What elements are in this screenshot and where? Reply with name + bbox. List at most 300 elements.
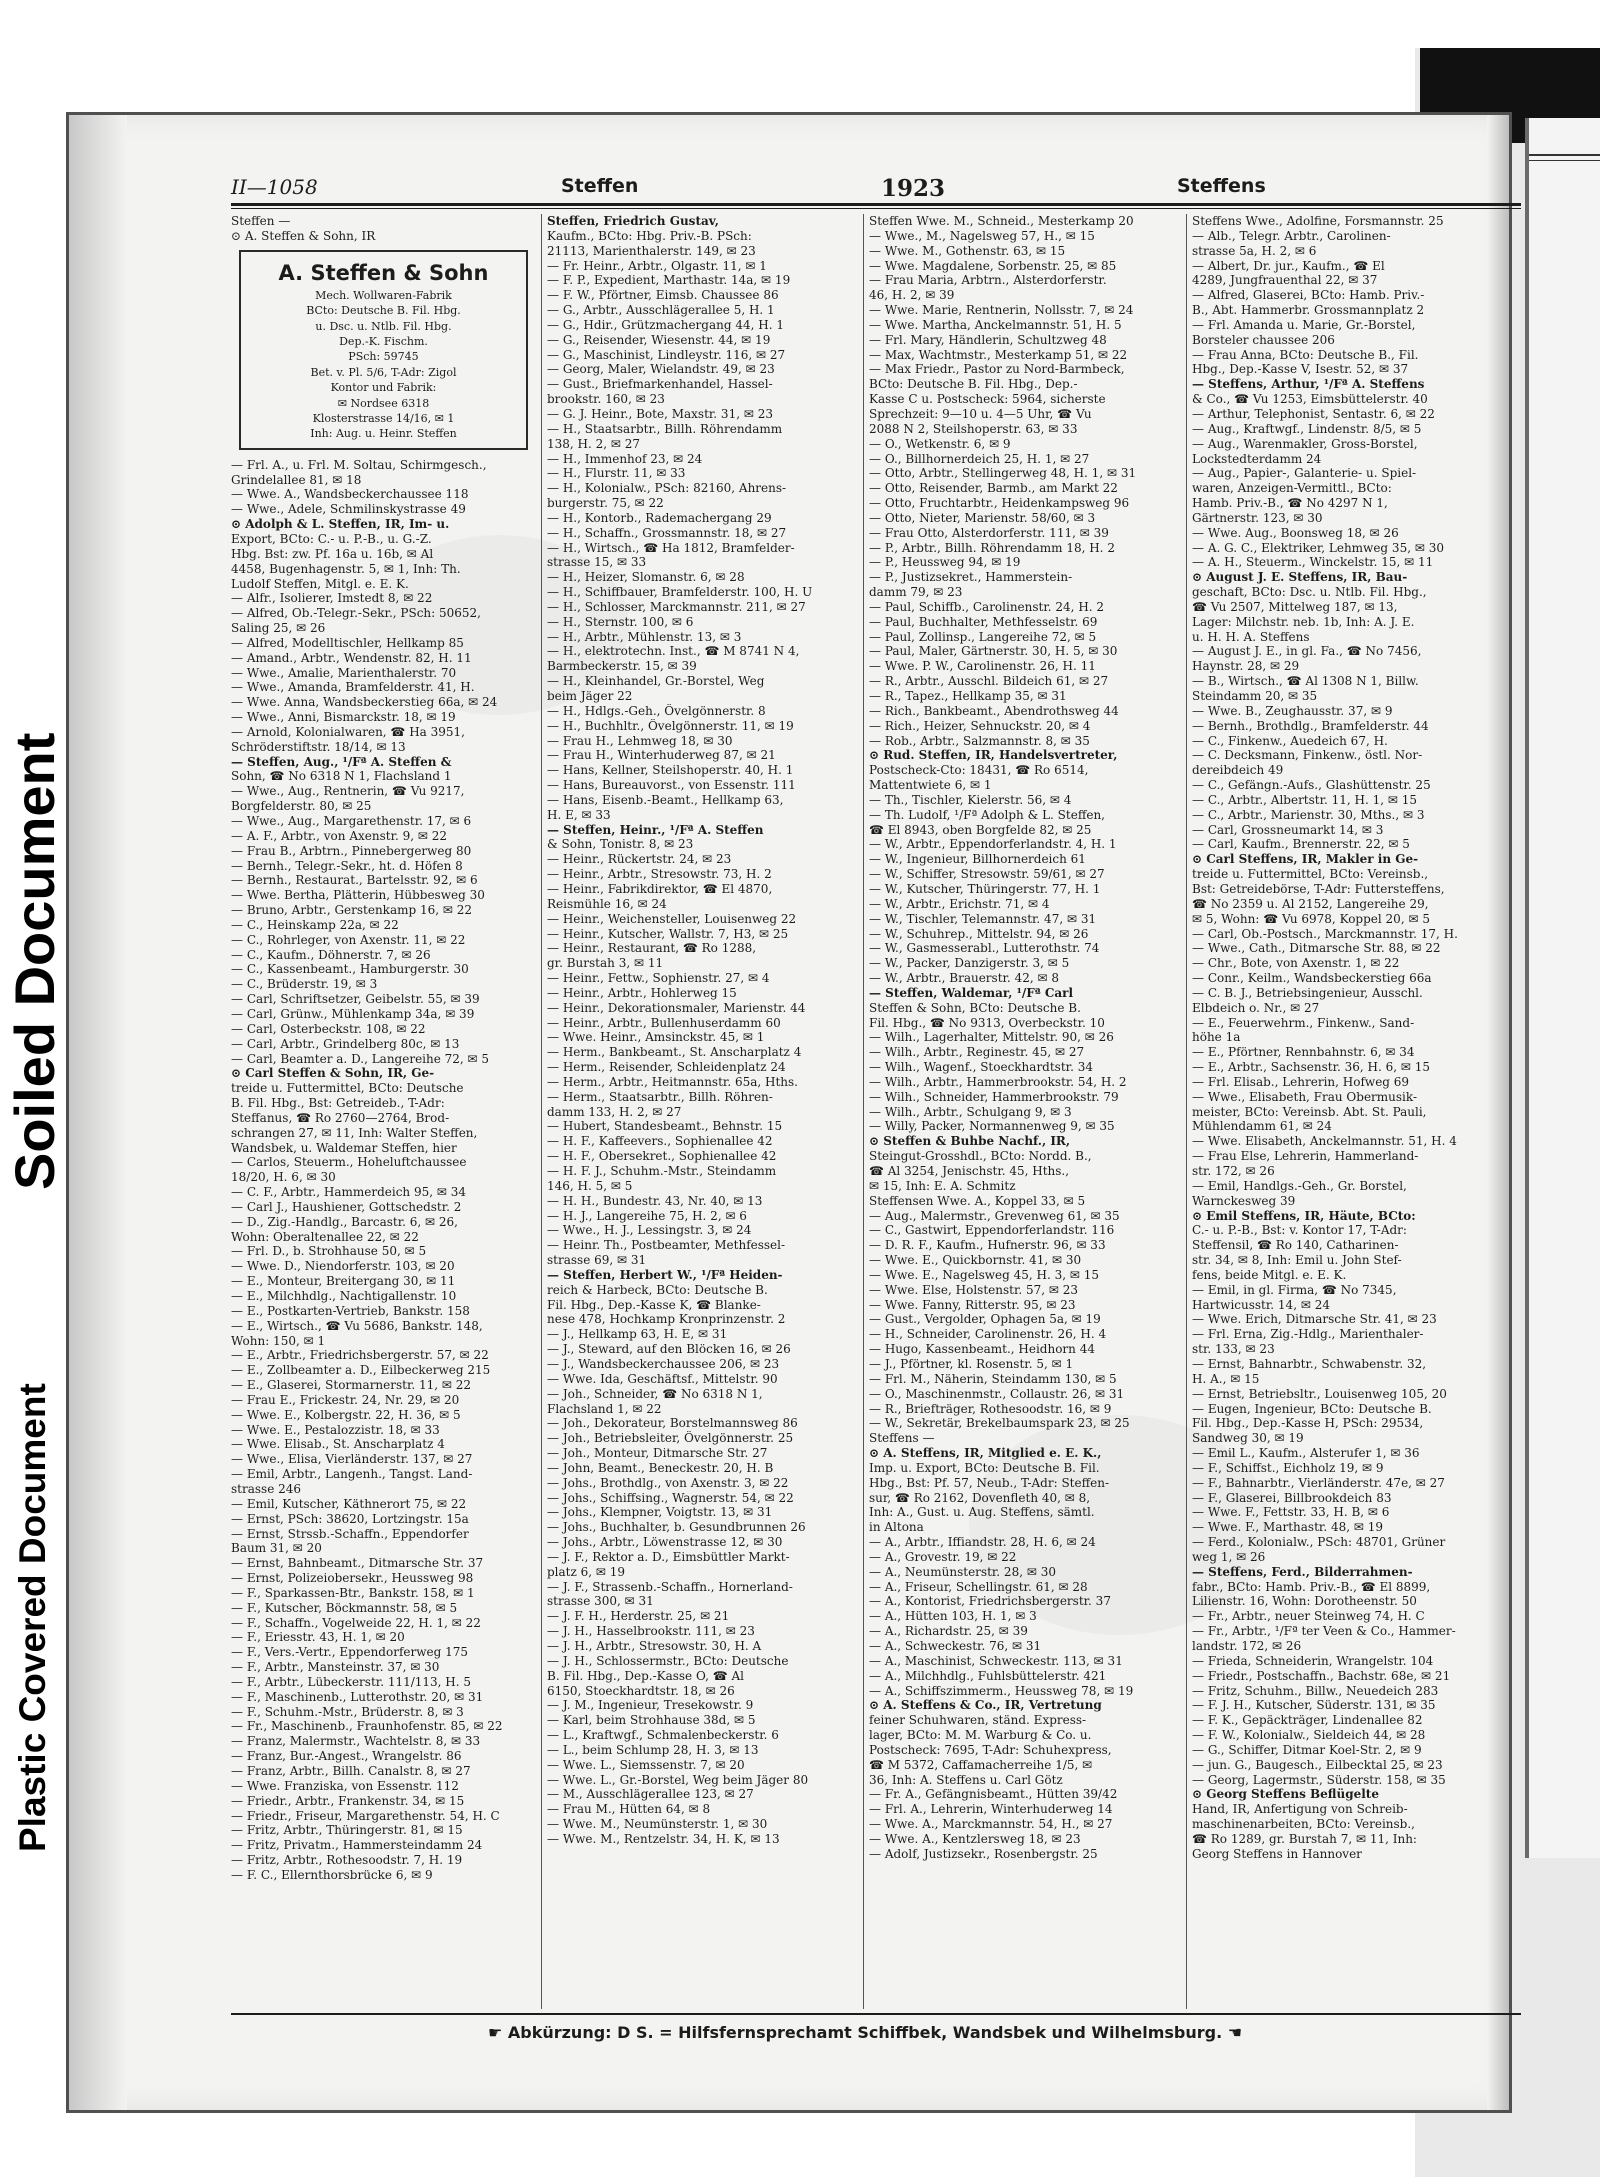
directory-entry: — Wwe. M., Rentzelstr. 34, H. K, ✉ 13 (547, 1831, 780, 1846)
directory-entry: — L., beim Schlump 28, H. 3, ✉ 13 (547, 1742, 759, 1757)
directory-entry: — Aug., Warenmakler, Gross-Borstel, (1192, 436, 1418, 451)
directory-entry: — Ferd., Kolonialw., PSch: 48701, Grüner (1192, 1535, 1446, 1550)
directory-entry: reich & Harbeck, BCto: Deutsche B. (547, 1282, 768, 1297)
directory-entry: — Wwe., Adele, Schmilinskystrasse 49 (231, 502, 466, 517)
directory-entry: — Frl. Elisab., Lehrerin, Hofweg 69 (1192, 1074, 1410, 1089)
directory-entry: ☎ Vu 2507, Mittelweg 187, ✉ 13, (1192, 599, 1398, 614)
advertisement-line: Dep.-K. Fischm. (339, 334, 428, 348)
directory-entry: — Steffens, Arthur, ¹/Fª A. Steffens (1192, 377, 1425, 392)
directory-entry: — Friedr., Arbtr., Frankenstr. 34, ✉ 15 (231, 1793, 465, 1808)
directory-entry: Wandsbek, u. Waldemar Steffen, hier (231, 1140, 457, 1155)
advertisement-line: ✉ Nordsee 6318 (337, 396, 430, 410)
directory-entry: — Johs., Buchhalter, b. Gesundbrunnen 26 (547, 1520, 806, 1535)
directory-entry: Sohn, ☎ No 6318 N 1, Flachsland 1 (231, 769, 452, 784)
directory-entry: — R., Arbtr., Ausschl. Bildeich 61, ✉ 27 (869, 674, 1109, 689)
directory-entry: 146, H. 5, ✉ 5 (547, 1178, 633, 1193)
directory-entry: — Wwe. Elisabeth, Anckelmannstr. 51, H. 4 (1192, 1134, 1457, 1149)
directory-entry: — F., Sparkassen-Btr., Bankstr. 158, ✉ 1 (231, 1585, 475, 1600)
directory-entry: — H., Sternstr. 100, ✉ 6 (547, 614, 694, 629)
directory-entry: — W., Arbtr., Brauerstr. 42, ✉ 8 (869, 971, 1059, 986)
directory-entry: — W., Schuhrep., Mittelstr. 94, ✉ 26 (869, 926, 1089, 941)
directory-entry: Hbg., Dep.-Kasse V, Isestr. 52, ✉ 37 (1192, 362, 1409, 377)
directory-entry: 36, Inh: A. Steffens u. Carl Götz (869, 1772, 1063, 1787)
directory-entry: — A., Hütten 103, H. 1, ✉ 3 (869, 1609, 1037, 1624)
directory-entry: — Frl. Mary, Händlerin, Schultzweg 48 (869, 332, 1107, 347)
directory-entry: ⊙ Rud. Steffen, IR, Handelsvertreter, (869, 748, 1118, 763)
directory-entry: — F., Arbtr., Mansteinstr. 37, ✉ 30 (231, 1660, 440, 1675)
directory-entry: — Ernst, Bahnarbtr., Schwabenstr. 32, (1192, 1356, 1427, 1371)
directory-entry: Wohn: Oberaltenallee 22, ✉ 22 (231, 1229, 419, 1244)
directory-entry: — jun. G., Baugesch., Eilbecktal 25, ✉ 23 (1192, 1757, 1443, 1772)
directory-entry: — Franz, Malermstr., Wachtelstr. 8, ✉ 33 (231, 1734, 481, 1749)
directory-entry: — Max, Wachtmstr., Mesterkamp 51, ✉ 22 (869, 347, 1128, 362)
directory-entry: — H. H., Bundestr. 43, Nr. 40, ✉ 13 (547, 1193, 763, 1208)
directory-entry: Warnckesweg 39 (1192, 1193, 1296, 1208)
directory-entry: — F. J. H., Kutscher, Süderstr. 131, ✉ 35 (1192, 1698, 1436, 1713)
directory-page (66, 112, 1512, 2113)
directory-entry: — Otto, Nieter, Marienstr. 58/60, ✉ 3 (869, 510, 1096, 525)
directory-entry: ✉ 15, Inh: E. A. Schmitz (869, 1178, 1016, 1193)
directory-entry: — Frl. Amanda u. Marie, Gr.-Borstel, (1192, 317, 1416, 332)
page-header (231, 175, 1521, 217)
directory-entry: — J. H., Schlossermstr., BCto: Deutsche (547, 1653, 789, 1668)
directory-entry: 138, H. 2, ✉ 27 (547, 436, 641, 451)
binding-shadow (69, 115, 127, 2110)
directory-entry: — F. P., Expedient, Marthastr. 14a, ✉ 19 (547, 273, 791, 288)
directory-entry: — Wwe. Magdalene, Sorbenstr. 25, ✉ 85 (869, 258, 1117, 273)
directory-entry: — F., Bahnarbtr., Vierländerstr. 47e, ✉ 27 (1192, 1475, 1445, 1490)
directory-entry: — C. Decksmann, Finkenw., östl. Nor- (1192, 748, 1423, 763)
column-entries (231, 458, 536, 1883)
directory-entry: — Hugo, Kassenbeamt., Heidhorn 44 (869, 1342, 1095, 1357)
directory-entry: Schröderstiftstr. 18/14, ✉ 13 (231, 739, 406, 754)
directory-entry: fabr., BCto: Hamb. Priv.-B., ☎ El 8899, (1192, 1579, 1431, 1594)
directory-entry: — G., Arbtr., Ausschlägerallee 5, H. 1 (547, 303, 775, 318)
directory-entry: — Bruno, Arbtr., Gerstenkamp 16, ✉ 22 (231, 903, 473, 918)
directory-entry: B. Fil. Hbg., Dep.-Kasse O, ☎ Al (547, 1668, 745, 1683)
directory-entry: Sprechzeit: 9—10 u. 4—5 Uhr, ☎ Vu (869, 406, 1092, 421)
directory-entry: — J., Hellkamp 63, H. E, ✉ 31 (547, 1327, 728, 1342)
directory-entry: — Wwe. L., Gr.-Borstel, Weg beim Jäger 80 (547, 1772, 809, 1787)
directory-entry: — H. F., Obersekret., Sophienallee 42 (547, 1149, 777, 1164)
directory-entry: — Alfr., Isolierer, Imstedt 8, ✉ 22 (231, 591, 433, 606)
directory-entry: — Wwe. Anna, Wandsbeckerstieg 66a, ✉ 24 (231, 695, 498, 710)
directory-entry: — Johs., Brothdlg., von Axenstr. 3, ✉ 22 (547, 1475, 789, 1490)
directory-entry: — Frl. D., b. Strohhause 50, ✉ 5 (231, 1244, 427, 1259)
directory-entry: — Hubert, Standesbeamt., Behnstr. 15 (547, 1119, 783, 1134)
directory-entry: — Wwe., Elisa, Vierländerstr. 137, ✉ 27 (231, 1452, 473, 1467)
directory-entry: — Wwe., Aug., Rentnerin, ☎ Vu 9217, (231, 784, 465, 799)
directory-entry: Haynstr. 28, ✉ 29 (1192, 659, 1300, 674)
directory-entry: Bst: Getreidebörse, T-Adr: Futtersteffens, (1192, 881, 1445, 896)
directory-entry: — E., Zollbeamter a. D., Eilbeckerweg 215 (231, 1363, 491, 1378)
directory-entry: — Frl. A., Lehrerin, Winterhuderweg 14 (869, 1802, 1113, 1817)
directory-entry: — Herm., Reisender, Schleidenplatz 24 (547, 1060, 786, 1075)
directory-entry: — Aug., Kraftwgf., Lindenstr. 8/5, ✉ 5 (1192, 421, 1422, 436)
directory-entry: damm 79, ✉ 23 (869, 585, 963, 600)
directory-entry: — Fritz, Privatm., Hammersteindamm 24 (231, 1838, 483, 1853)
directory-entry: — Wwe. Aug., Boonsweg 18, ✉ 26 (1192, 525, 1399, 540)
directory-entry: — Albert, Dr. jur., Kaufm., ☎ El (1192, 258, 1385, 273)
directory-entry: — A., Grovestr. 19, ✉ 22 (869, 1549, 1017, 1564)
advertisement-box (239, 250, 528, 450)
directory-entry: Mattentwiete 6, ✉ 1 (869, 778, 992, 793)
directory-entry: — A., Schiffszimmerm., Heussweg 78, ✉ 19 (869, 1683, 1134, 1698)
plastic-covered-label: Plastic Covered Document (12, 1383, 53, 1852)
directory-entry: nese 478, Hochkamp Kronprinzenstr. 2 (547, 1312, 786, 1327)
directory-entry: — Steffen, Heinr., ¹/Fª A. Steffen (547, 822, 764, 837)
directory-entry: 21113, Marienthalerstr. 149, ✉ 23 (547, 243, 756, 258)
directory-entry: ☎ No 2359 u. Al 2152, Langereihe 29, (1192, 896, 1429, 911)
directory-entry: — H., Schlosser, Marckmannstr. 211, ✉ 27 (547, 599, 806, 614)
directory-entry: — Hans, Kellner, Steilshoperstr. 40, H. 1 (547, 763, 794, 778)
directory-entry: — Frl. Erna, Zig.-Hdlg., Marienthaler- (1192, 1327, 1424, 1342)
directory-entry: — Otto, Fruchtarbtr., Heidenkampsweg 96 (869, 496, 1130, 511)
directory-entry: strasse 246 (231, 1481, 302, 1496)
directory-entry: — Wilh., Arbtr., Hammerbrookstr. 54, H. 2 (869, 1074, 1127, 1089)
soiled-document-label: Soiled Document (3, 732, 66, 1190)
directory-entry: — Emil, Kutscher, Käthnerort 75, ✉ 22 (231, 1496, 467, 1511)
directory-entry: Inh: A., Gust. u. Aug. Steffens, sämtl. (869, 1505, 1095, 1520)
directory-entry: — A., Kontorist, Friedrichsbergerstr. 37 (869, 1594, 1111, 1609)
directory-entry: — A., Richardstr. 25, ✉ 39 (869, 1624, 1028, 1639)
directory-entry: — Friedr., Friseur, Margarethenstr. 54, H. C (231, 1808, 500, 1823)
directory-entry: fens, beide Mitgl. e. E. K. (1192, 1267, 1347, 1282)
directory-entry: 4458, Bugenhagenstr. 5, ✉ 1, Inh: Th. (231, 561, 461, 576)
directory-entry: — Ernst, Polizeiobersekr., Heussweg 98 (231, 1571, 474, 1586)
directory-entry: strasse 5a, H. 2, ✉ 6 (1192, 243, 1317, 258)
directory-entry: — Wwe., Cath., Ditmarsche Str. 88, ✉ 22 (1192, 941, 1441, 956)
header-rule (231, 203, 1521, 206)
directory-entry: — Wwe. Erich, Ditmarsche Str. 41, ✉ 23 (1192, 1312, 1437, 1327)
directory-entry: — Hans, Eisenb.-Beamt., Hellkamp 63, (547, 792, 784, 807)
directory-entry: — Fr., Arbtr., neuer Steinweg 74, H. C (1192, 1609, 1425, 1624)
directory-entry: Hand, IR, Anfertigung von Schreib- (1192, 1802, 1408, 1817)
directory-entry: — J. F., Strassenb.-Schaffn., Hornerland- (547, 1579, 793, 1594)
directory-entry: — Fritz, Arbtr., Rothesoodstr. 7, H. 19 (231, 1853, 463, 1868)
directory-entry: treide u. Futtermittel, BCto: Deutsche (231, 1081, 464, 1096)
directory-entry: BCto: Deutsche B. Fil. Hbg., Dep.- (869, 377, 1078, 392)
directory-entry: — R., Tapez., Hellkamp 35, ✉ 31 (869, 689, 1067, 703)
directory-entry: — Herm., Arbtr., Heitmannstr. 65a, Hths. (547, 1074, 798, 1089)
directory-entry: — A., Maschinist, Schweckestr. 113, ✉ 31 (869, 1653, 1123, 1668)
directory-entry: — H., Hdlgs.-Geh., Övelgönnerstr. 8 (547, 703, 766, 718)
directory-entry: schrangen 27, ✉ 11, Inh: Walter Steffen, (231, 1125, 478, 1140)
directory-entry: ⊙ Steffen & Buhbe Nachf., IR, (869, 1134, 1071, 1149)
column-divider (541, 214, 542, 2009)
directory-entry: Hbg., Bst: Pf. 57, Neub., T-Adr: Steffen- (869, 1475, 1110, 1490)
header-rule-thin (231, 208, 1521, 209)
directory-entry: Lager: Milchstr. neb. 1b, Inh: A. J. E. (1192, 614, 1415, 629)
directory-entry: — Frau Anna, BCto: Deutsche B., Fil. (1192, 347, 1419, 362)
directory-entry: — Ernst, Betriebsltr., Louisenweg 105, 20 (1192, 1386, 1447, 1401)
directory-entry: burgerstr. 75, ✉ 22 (547, 496, 664, 511)
advertisement-line: Inh: Aug. u. Heinr. Steffen (310, 427, 457, 441)
directory-entry: — Heinr., Arbtr., Hohlerweg 15 (547, 985, 737, 1000)
directory-entry: — Carl J., Haushiener, Gottschedstr. 2 (231, 1199, 462, 1214)
directory-entry: — Wwe. Martha, Anckelmannstr. 51, H. 5 (869, 317, 1122, 332)
directory-entry: — A. F., Arbtr., von Axenstr. 9, ✉ 22 (231, 828, 448, 843)
directory-entry: — Herm., Staatsarbtr., Billh. Röhren- (547, 1089, 773, 1104)
directory-entry: — E., Glaserei, Stormarnerstr. 11, ✉ 22 (231, 1378, 472, 1393)
directory-entry: ☎ El 8943, oben Borgfelde 82, ✉ 25 (869, 822, 1092, 837)
directory-entry: — G., Reisender, Wiesenstr. 44, ✉ 19 (547, 332, 771, 347)
directory-entry: — D., Zig.-Handlg., Barcastr. 6, ✉ 26, (231, 1214, 458, 1229)
page-number: II—1058 (231, 175, 318, 199)
directory-entry: — E., Pförtner, Rennbahnstr. 6, ✉ 34 (1192, 1045, 1415, 1060)
directory-entry: — Wwe. P. W., Carolinenstr. 26, H. 11 (869, 659, 1096, 674)
directory-entry: B. Fil. Hbg., Bst: Getreideb., T-Adr: (231, 1096, 445, 1111)
directory-entry: — R., Briefträger, Rothesoodstr. 16, ✉ 9 (869, 1401, 1112, 1416)
directory-entry: — W., Schiffer, Stresowstr. 59/61, ✉ 27 (869, 867, 1105, 882)
directory-entry: Steffen Wwe. M., Schneid., Mesterkamp 20 (869, 214, 1134, 228)
directory-entry: — H., Schiffbauer, Bramfelderstr. 100, H. U (547, 585, 813, 600)
directory-entry: — C., Heinskamp 22a, ✉ 22 (231, 917, 399, 932)
directory-entry: brookstr. 160, ✉ 23 (547, 392, 665, 407)
directory-entry: — E., Feuerwehrm., Finkenw., Sand- (1192, 1015, 1415, 1030)
directory-entry: — Carl, Osterbeckstr. 108, ✉ 22 (231, 1021, 426, 1036)
directory-entry: — Wwe. E., Pestalozzistr. 18, ✉ 33 (231, 1422, 440, 1437)
directory-entry: — W., Arbtr., Eppendorferlandstr. 4, H. 1 (869, 837, 1117, 852)
directory-entry: — Carl, Kaufm., Brennerstr. 22, ✉ 5 (1192, 837, 1410, 852)
directory-entry: feiner Schuhwaren, ständ. Express- (869, 1713, 1087, 1728)
directory-entry: — Joh., Schneider, ☎ No 6318 N 1, (547, 1386, 763, 1401)
directory-entry: — J. M., Ingenieur, Tresekowstr. 9 (547, 1698, 754, 1713)
directory-entry: — J., Steward, auf den Blöcken 16, ✉ 26 (547, 1342, 791, 1357)
directory-entry: Fil. Hbg., Dep.-Kasse H, PSch: 29534, (1192, 1416, 1424, 1431)
directory-entry: — C. F., Arbtr., Hammerdeich 95, ✉ 34 (231, 1185, 467, 1200)
directory-entry: — Max Friedr., Pastor zu Nord-Barmbeck, (869, 362, 1125, 377)
advertisement-line: BCto: Deutsche B. Fil. Hbg. (306, 304, 461, 318)
directory-entry: — Wwe. F., Fettstr. 33, H. B, ✉ 6 (1192, 1505, 1390, 1520)
directory-entry: Mühlendamm 61, ✉ 24 (1192, 1119, 1332, 1134)
directory-entry: — E., Wirtsch., ☎ Vu 5686, Bankstr. 148, (231, 1318, 483, 1333)
directory-entry: gr. Burstah 3, ✉ 11 (547, 956, 664, 971)
directory-entry: — Wwe. Else, Holstenstr. 57, ✉ 23 (869, 1282, 1079, 1297)
directory-entry: str. 133, ✉ 23 (1192, 1342, 1275, 1357)
directory-entry: meister, BCto: Vereinsb. Abt. St. Pauli, (1192, 1104, 1427, 1119)
directory-entry: ✉ 5, Wohn: ☎ Vu 6978, Koppel 20, ✉ 5 (1192, 911, 1430, 926)
directory-entry: — H., Flurstr. 11, ✉ 33 (547, 466, 686, 481)
directory-entry: — C., Gastwirt, Eppendorferlandstr. 116 (869, 1223, 1115, 1238)
directory-entry: — F., Arbtr., Lübeckerstr. 111/113, H. 5 (231, 1674, 472, 1689)
column-entries (1192, 214, 1509, 1862)
directory-entry: — Wwe. E., Nagelsweg 45, H. 3, ✉ 15 (869, 1267, 1100, 1282)
directory-entry: — Wwe. D., Niendorferstr. 103, ✉ 20 (231, 1259, 455, 1274)
directory-entry: Steingut-Grosshdl., BCto: Nordd. B., (869, 1149, 1092, 1164)
directory-entry: — H., Heizer, Slomanstr. 6, ✉ 28 (547, 570, 745, 585)
directory-entry: H. A., ✉ 15 (1192, 1371, 1260, 1386)
directory-entry: — Wwe. E., Quickbornstr. 41, ✉ 30 (869, 1253, 1082, 1268)
directory-entry: maschinenarbeiten, BCto: Vereinsb., (1192, 1817, 1415, 1832)
directory-entry: ⊙ August J. E. Steffens, IR, Bau- (1192, 570, 1408, 585)
directory-entry: Steffens Wwe., Adolfine, Forsmannstr. 25 (1192, 214, 1444, 228)
directory-entry: & Sohn, Tonistr. 8, ✉ 23 (547, 837, 694, 852)
directory-entry: landstr. 172, ✉ 26 (1192, 1639, 1302, 1653)
directory-entry: & Co., ☎ Vu 1253, Eimsbüttelerstr. 40 (1192, 392, 1428, 407)
directory-entry: — H., elektrotechn. Inst., ☎ M 8741 N 4, (547, 644, 800, 659)
directory-entry: — Wwe. Fanny, Ritterstr. 95, ✉ 23 (869, 1297, 1076, 1312)
directory-entry: — Rich., Heizer, Sehnuckstr. 20, ✉ 4 (869, 718, 1091, 733)
directory-entry: — C., Kassenbeamt., Hamburgerstr. 30 (231, 962, 469, 977)
directory-entry: — Rob., Arbtr., Salzmannstr. 8, ✉ 35 (869, 733, 1090, 748)
directory-entry: — Heinr., Kutscher, Wallstr. 7, H3, ✉ 25 (547, 926, 789, 941)
advertisement-line: Klosterstrasse 14/16, ✉ 1 (312, 411, 455, 425)
directory-entry: — Heinr., Rückertstr. 24, ✉ 23 (547, 852, 732, 867)
directory-entry: — Wwe., Aug., Margarethenstr. 17, ✉ 6 (231, 814, 472, 828)
directory-entry: — H., Kleinhandel, Gr.-Borstel, Weg (547, 674, 765, 689)
directory-entry: ☎ Al 3254, Jenischstr. 45, Hths., (869, 1164, 1070, 1178)
directory-entry: — B., Wirtsch., ☎ Al 1308 N 1, Billw. (1192, 674, 1419, 689)
directory-entry: — Frieda, Schneiderin, Wrangelstr. 104 (1192, 1653, 1434, 1668)
directory-entry: in Altona (869, 1520, 924, 1535)
directory-entry: — C. B. J., Betriebsingenieur, Ausschl. (1192, 985, 1423, 1000)
directory-entry: — J. F., Rektor a. D., Eimsbüttler Markt- (547, 1549, 790, 1564)
directory-entry: — W., Gasmesserabl., Lutterothstr. 74 (869, 941, 1100, 956)
directory-entry: — Heinr., Arbtr., Stresowstr. 73, H. 2 (547, 867, 772, 882)
advertisement-line: u. Dsc. u. Ntlb. Fil. Hbg. (315, 319, 452, 333)
directory-entry: — F., Schiffst., Eichholz 19, ✉ 9 (1192, 1460, 1384, 1475)
directory-entry: — Alfred, Ob.-Telegr.-Sekr., PSch: 50652, (231, 606, 481, 621)
directory-entry: lager, BCto: M. M. Warburg & Co. u. (869, 1728, 1092, 1743)
directory-entry: Steffen, Friedrich Gustav, (547, 214, 719, 228)
directory-entry: — Wwe. E., Kolbergstr. 22, H. 36, ✉ 5 (231, 1407, 461, 1422)
directory-entry: höhe 1a (1192, 1030, 1241, 1045)
directory-entry: — E., Arbtr., Sachsenstr. 36, H. 6, ✉ 15 (1192, 1060, 1431, 1075)
directory-entry: — Heinr., Weichensteller, Louisenweg 22 (547, 911, 797, 926)
directory-entry: — H., Buchhltr., Övelgönnerstr. 11, ✉ 19 (547, 718, 794, 733)
directory-entry: — Joh., Dekorateur, Borstelmannsweg 86 (547, 1416, 798, 1431)
directory-entry: — Wwe. F., Marthastr. 48, ✉ 19 (1192, 1520, 1383, 1535)
directory-entry: — Alfred, Modelltischler, Hellkamp 85 (231, 635, 464, 650)
directory-entry: — H. F., Kaffeevers., Sophienallee 42 (547, 1134, 773, 1149)
directory-entry: — Wwe. B., Zeughausstr. 37, ✉ 9 (1192, 703, 1393, 718)
advertisement-line: Mech. Wollwaren-Fabrik (315, 288, 452, 302)
directory-entry: — Georg, Maler, Wielandstr. 49, ✉ 23 (547, 362, 775, 377)
directory-entry: — Wilh., Wagenf., Stoeckhardtstr. 34 (869, 1060, 1093, 1075)
directory-entry: — Wilh., Arbtr., Schulgang 9, ✉ 3 (869, 1104, 1072, 1119)
directory-entry: — G., Schiffer, Ditmar Koel-Str. 2, ✉ 9 (1192, 1742, 1422, 1757)
directory-entry: — Wwe. Franziska, von Essenstr. 112 (231, 1778, 459, 1793)
directory-entry: Reismühle 16, ✉ 24 (547, 896, 667, 911)
directory-entry: — Gust., Vergolder, Ophagen 5a, ✉ 19 (869, 1312, 1101, 1327)
right-running-head: Steffens (1177, 175, 1266, 197)
directory-entry: — W., Ingenieur, Billhornerdeich 61 (869, 852, 1086, 867)
directory-entry: Georg Steffens in Hannover (1192, 1846, 1362, 1861)
directory-entry: Ludolf Steffen, Mitgl. e. E. K. (231, 576, 409, 591)
directory-entry: Barmbeckerstr. 15, ✉ 39 (547, 659, 697, 674)
directory-entry: — F., Eriesstr. 43, H. 1, ✉ 20 (231, 1630, 405, 1645)
directory-entry: — G., Maschinist, Lindleystr. 116, ✉ 27 (547, 347, 786, 362)
directory-entry: — Heinr. Th., Postbeamter, Methfessel- (547, 1238, 786, 1253)
directory-entry: Kasse C u. Postscheck: 5964, sicherste (869, 392, 1106, 407)
directory-entry: — E., Monteur, Breitergang 30, ✉ 11 (231, 1274, 456, 1289)
directory-entry: platz 6, ✉ 19 (547, 1564, 626, 1579)
directory-entry: ⊙ Carl Steffen & Sohn, IR, Ge- (231, 1066, 435, 1081)
directory-entry: — Heinr., Fabrikdirektor, ☎ El 4870, (547, 881, 773, 896)
directory-entry: — Karl, beim Strohhause 38d, ✉ 5 (547, 1713, 756, 1728)
directory-entry: — W., Kutscher, Thüringerstr. 77, H. 1 (869, 881, 1101, 896)
directory-entry: Borsteler chaussee 206 (1192, 332, 1335, 347)
directory-entry: ⊙ A. Steffen & Sohn, IR (231, 228, 376, 243)
directory-entry: Fil. Hbg., ☎ No 9313, Overbeckstr. 10 (869, 1015, 1105, 1030)
directory-entry: — Wwe. Elisab., St. Anscharplatz 4 (231, 1437, 445, 1452)
directory-entry: — Steffens, Ferd., Bilderrahmen- (1192, 1564, 1413, 1579)
directory-entry: — Frau Otto, Alsterdorferstr. 111, ✉ 39 (869, 525, 1109, 540)
directory-entry: — H. F. J., Schuhm.-Mstr., Steindamm (547, 1164, 777, 1178)
directory-entry: — G. J. Heinr., Bote, Maxstr. 31, ✉ 23 (547, 406, 773, 421)
directory-entry: — F. C., Ellernthorsbrücke 6, ✉ 9 (231, 1867, 433, 1882)
directory-entry: — F. W., Pförtner, Eimsb. Chaussee 86 (547, 288, 779, 303)
year-heading: 1923 (881, 175, 946, 202)
directory-entry: — F., Glaserei, Billbrookdeich 83 (1192, 1490, 1392, 1505)
directory-entry: — Eugen, Ingenieur, BCto: Deutsche B. (1192, 1401, 1432, 1416)
directory-entry: — Wwe., M., Nagelsweg 57, H., ✉ 15 (869, 228, 1095, 243)
directory-entry: C.- u. P.-B., Bst: v. Kontor 17, T-Adr: (1192, 1223, 1407, 1238)
directory-entry: ⊙ A. Steffens, IR, Mitglied e. E. K., (869, 1446, 1102, 1461)
directory-entry: — H., Wirtsch., ☎ Ha 1812, Bramfelder- (547, 540, 795, 555)
directory-entry: — E., Arbtr., Friedrichsbergerstr. 57, ✉ 22 (231, 1348, 489, 1363)
footer-rule (231, 2013, 1521, 2015)
directory-entry: — Frau H., Winterhuderweg 87, ✉ 21 (547, 748, 776, 763)
directory-entry: — Fr., Arbtr., ¹/Fª ter Veen & Co., Hammer- (1192, 1624, 1456, 1639)
directory-entry: — Willy, Packer, Normannenweg 9, ✉ 35 (869, 1119, 1115, 1134)
directory-entry: — O., Maschinenmstr., Collaustr. 26, ✉ 31 (869, 1386, 1125, 1401)
directory-entry: — Wwe. A., Marckmannstr. 54, H., ✉ 27 (869, 1817, 1113, 1832)
directory-entry: — Paul, Buchhalter, Methfesselstr. 69 (869, 614, 1098, 629)
directory-entry: — Heinr., Restaurant, ☎ Ro 1288, (547, 941, 757, 956)
directory-entry: — Johs., Klempner, Voigtstr. 13, ✉ 31 (547, 1505, 773, 1520)
directory-entry: ⊙ Georg Steffens Beflügelte (1192, 1787, 1379, 1802)
directory-entry: — Wwe. M., Neumünsterstr. 1, ✉ 30 (547, 1817, 768, 1832)
directory-entry: — Friedr., Postschaffn., Bachstr. 68e, ✉ 21 (1192, 1668, 1451, 1683)
directory-entry: — Paul, Schiffb., Carolinenstr. 24, H. 2 (869, 599, 1105, 614)
directory-entry: — Ernst, Bahnbeamt., Ditmarsche Str. 37 (231, 1556, 484, 1571)
directory-entry: — F., Schaffn., Vogelweide 22, H. 1, ✉ 22 (231, 1615, 481, 1630)
directory-entry: geschaft, BCto: Dsc. u. Ntlb. Fil. Hbg., (1192, 585, 1427, 600)
directory-entry: — Wwe., H. J., Lessingstr. 3, ✉ 24 (547, 1223, 752, 1238)
directory-entry: — W., Sekretär, Brekelbaumspark 23, ✉ 25 (869, 1416, 1130, 1431)
directory-entry: Flachsland 1, ✉ 22 (547, 1401, 662, 1416)
directory-entry: — Frau B., Arbtrn., Pinnebergerweg 80 (231, 843, 472, 858)
directory-entry: Hbg. Bst: zw. Pf. 16a u. 16b, ✉ Al (231, 546, 434, 561)
directory-entry: ⊙ Adolph & L. Steffen, IR, Im- u. (231, 517, 450, 532)
directory-entry: — Wwe., Anni, Bismarckstr. 18, ✉ 19 (231, 710, 456, 725)
directory-entry: B., Abt. Hammerbr. Grossmannplatz 2 (1192, 303, 1425, 318)
directory-entry: — Wwe. L., Siemssenstr. 7, ✉ 20 (547, 1757, 745, 1772)
directory-entry: — C., Arbtr., Marienstr. 30, Mths., ✉ 3 (1192, 807, 1425, 822)
directory-entry: — A., Arbtr., Iffiandstr. 28, H. 6, ✉ 24 (869, 1535, 1096, 1550)
directory-entry: strasse 15, ✉ 33 (547, 555, 647, 570)
column-divider (1186, 214, 1187, 2009)
directory-entry: — C., Arbtr., Albertstr. 11, H. 1, ✉ 15 (1192, 792, 1418, 807)
directory-entry: — G., Hdir., Grützmachergang 44, H. 1 (547, 317, 784, 332)
directory-entry: ⊙ Emil Steffens, IR, Häute, BCto: (1192, 1208, 1416, 1223)
directory-entry: — Paul, Zollinsp., Langereihe 72, ✉ 5 (869, 629, 1097, 644)
directory-entry: — C., Gefängn.-Aufs., Glashüttenstr. 25 (1192, 778, 1431, 793)
directory-entry: damm 133, H. 2, ✉ 27 (547, 1104, 682, 1119)
directory-entry: — W., Packer, Danzigerstr. 3, ✉ 5 (869, 956, 1070, 971)
directory-entry: — Fritz, Arbtr., Thüringerstr. 81, ✉ 15 (231, 1823, 463, 1838)
directory-entry: H. E, ✉ 33 (547, 807, 611, 822)
directory-entry: — Emil, in gl. Firma, ☎ No 7345, (1192, 1282, 1397, 1297)
directory-entry: — Carl, Schriftsetzer, Geibelstr. 55, ✉ 39 (231, 992, 480, 1007)
directory-entry: — Alfred, Glaserei, BCto: Hamb. Priv.- (1192, 288, 1425, 303)
directory-entry: — Carl, Grünw., Mühlenkamp 34a, ✉ 39 (231, 1006, 475, 1021)
directory-entry: — W., Tischler, Telemannstr. 47, ✉ 31 (869, 911, 1097, 926)
directory-entry: — L., Kraftwgf., Schmalenbeckerstr. 6 (547, 1728, 779, 1743)
directory-entry: — F., Kutscher, Böckmannstr. 58, ✉ 5 (231, 1600, 458, 1615)
